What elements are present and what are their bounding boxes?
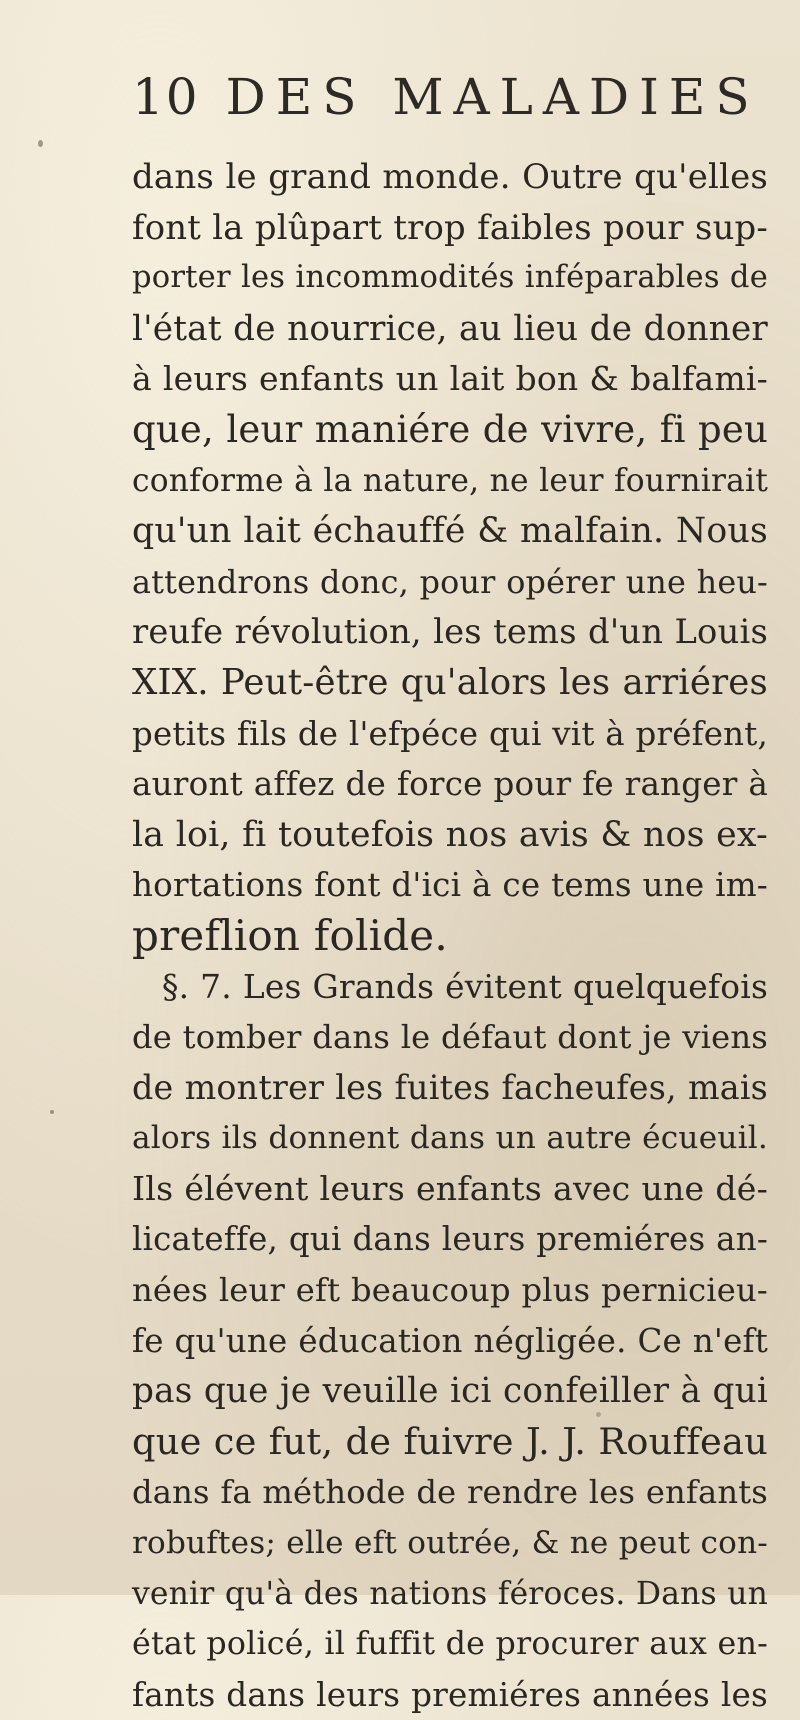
page-number: 10 bbox=[132, 68, 200, 126]
text-line: preflion folide. bbox=[132, 910, 448, 960]
text-line: venir qu'à des nations féroces. Dans un bbox=[132, 1575, 768, 1612]
text-line: attendrons donc, pour opérer une heu- bbox=[132, 562, 768, 601]
text-line: fe qu'une éducation négligée. Ce n'eft bbox=[132, 1321, 768, 1360]
text-line: petits fils de l'efpéce qui vit à préfent, bbox=[132, 714, 768, 753]
text-line: robuftes; elle eft outrée, & ne peut con- bbox=[132, 1525, 768, 1562]
text-line: dans le grand monde. Outre qu'elles bbox=[132, 157, 768, 197]
text-line: que, leur maniére de vivre, fi peu bbox=[132, 407, 768, 451]
text-line: licateffe, qui dans leurs premiéres an- bbox=[132, 1220, 768, 1259]
text-line: pas que je veuille ici confeiller à qui bbox=[132, 1371, 768, 1412]
body-text bbox=[132, 152, 768, 1720]
text-line: qu'un lait échauffé & malfain. Nous bbox=[132, 511, 768, 552]
text-line: reufe révolution, les tems d'un Louis bbox=[132, 612, 768, 652]
page-header bbox=[132, 68, 760, 138]
text-line: porter les incommodités inféparables de bbox=[132, 260, 768, 296]
text-line: l'état de nourrice, au lieu de donner bbox=[132, 308, 768, 349]
running-title: DES MALADIES bbox=[225, 68, 760, 126]
text-line: de montrer les fuites facheufes, mais bbox=[132, 1067, 768, 1107]
ink-spot bbox=[50, 1110, 54, 1114]
paragraph-start-line: §. 7. Les Grands évitent quelquefois bbox=[162, 967, 768, 1006]
text-line: dans fa méthode de rendre les enfants bbox=[132, 1473, 768, 1512]
text-line: état policé, il fuffit de procurer aux en- bbox=[132, 1626, 768, 1663]
text-line: fants dans leurs premiéres années les bbox=[132, 1675, 768, 1714]
text-line: conforme à la nature, ne leur fournirait bbox=[132, 462, 768, 499]
text-line: la loi, fi toutefois nos avis & nos ex- bbox=[132, 814, 768, 855]
text-line: alors ils donnent dans un autre écueuil. bbox=[132, 1120, 768, 1157]
text-line: font la plûpart trop faibles pour sup- bbox=[132, 207, 768, 247]
text-line: de tomber dans le défaut dont je viens bbox=[132, 1018, 768, 1057]
text-line: Ils élévent leurs enfants avec une dé- bbox=[132, 1168, 768, 1208]
text-line: auront affez de force pour fe ranger à bbox=[132, 765, 768, 804]
text-line: hortations font d'ici à ce tems une im- bbox=[132, 866, 768, 905]
text-line: que ce fut, de fuivre J. J. Rouffeau bbox=[132, 1419, 768, 1463]
ink-spot bbox=[38, 140, 43, 147]
text-line: à leurs enfants un lait bon & balfami- bbox=[132, 359, 768, 399]
text-line: XIX. Peut-être qu'alors les arriéres bbox=[132, 661, 768, 703]
text-line: nées leur eft beaucoup plus pernicieu- bbox=[132, 1271, 768, 1310]
